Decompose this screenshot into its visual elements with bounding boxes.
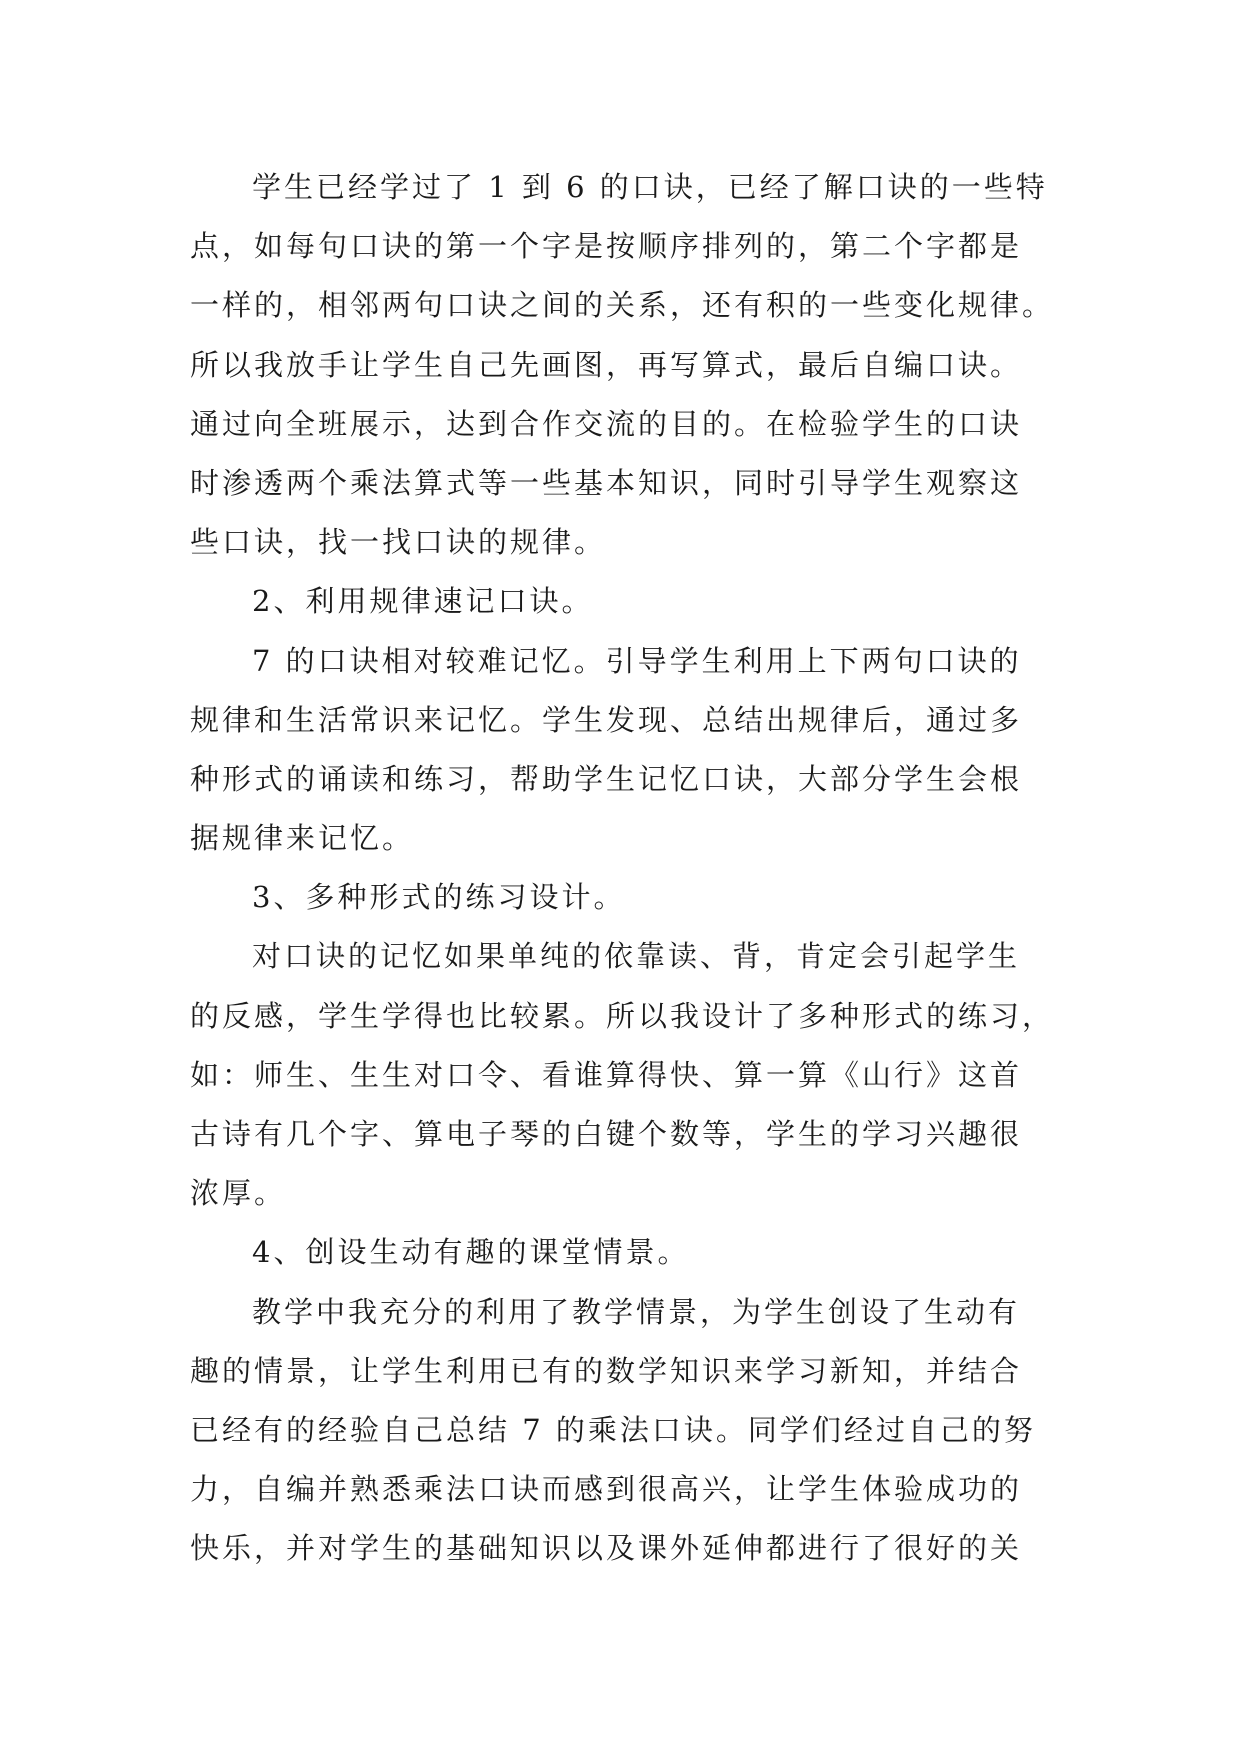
text-line: 些口诀，找一找口诀的规律。	[190, 525, 607, 560]
text-line: 规律和生活常识来记忆。学生发现、总结出规律后，通过多	[190, 702, 1023, 737]
text-line: 通过向全班展示，达到合作交流的目的。在检验学生的口诀	[190, 406, 1023, 441]
text-line: 教学中我充分的利用了教学情景，为学生创设了生动有	[252, 1294, 1021, 1329]
text-line: 点，如每句口诀的第一个字是按顺序排列的，第二个字都是	[190, 229, 1023, 264]
text-line: 一样的，相邻两句口诀之间的关系，还有积的一些变化规律。	[190, 288, 1055, 323]
text-line: 据规律来记忆。	[190, 821, 415, 856]
text-line: 学生已经学过了 1 到 6 的口诀，已经了解口诀的一些特	[252, 170, 1048, 204]
body-text	[190, 158, 1055, 1579]
text-line: 古诗有几个字、算电子琴的白键个数等，学生的学习兴趣很	[190, 1117, 1023, 1151]
text-line: 时渗透两个乘法算式等一些基本知识，同时引导学生观察这	[190, 465, 1023, 500]
text-line: 趣的情景，让学生利用已有的数学知识来学习新知，并结合	[190, 1353, 1023, 1388]
section-heading: 3、多种形式的练习设计。	[252, 880, 626, 915]
text-line: 快乐，并对学生的基础知识以及课外延伸都进行了很好的关	[190, 1531, 1023, 1566]
section-heading: 2、利用规律速记口诀。	[252, 584, 594, 619]
text-line: 的反感，学生学得也比较累。所以我设计了多种形式的练习，	[190, 998, 1055, 1033]
text-line: 种形式的诵读和练习，帮助学生记忆口诀，大部分学生会根	[190, 761, 1023, 796]
text-line: 7 的口诀相对较难记忆。引导学生利用上下两句口诀的	[252, 643, 1022, 678]
text-line: 对口诀的记忆如果单纯的依靠读、背，肯定会引起学生	[252, 939, 1021, 974]
text-line: 浓厚。	[190, 1176, 287, 1211]
text-line: 力，自编并熟悉乘法口诀而感到很高兴，让学生体验成功的	[190, 1472, 1023, 1507]
text-line: 所以我放手让学生自己先画图，再写算式，最后自编口诀。	[190, 347, 1023, 382]
text-line: 已经有的经验自己总结 7 的乘法口诀。同学们经过自己的努	[190, 1412, 1036, 1447]
text-line: 如：师生、生生对口令、看谁算得快、算一算《山行》这首	[190, 1057, 1023, 1092]
section-heading: 4、创设生动有趣的课堂情景。	[252, 1235, 690, 1270]
